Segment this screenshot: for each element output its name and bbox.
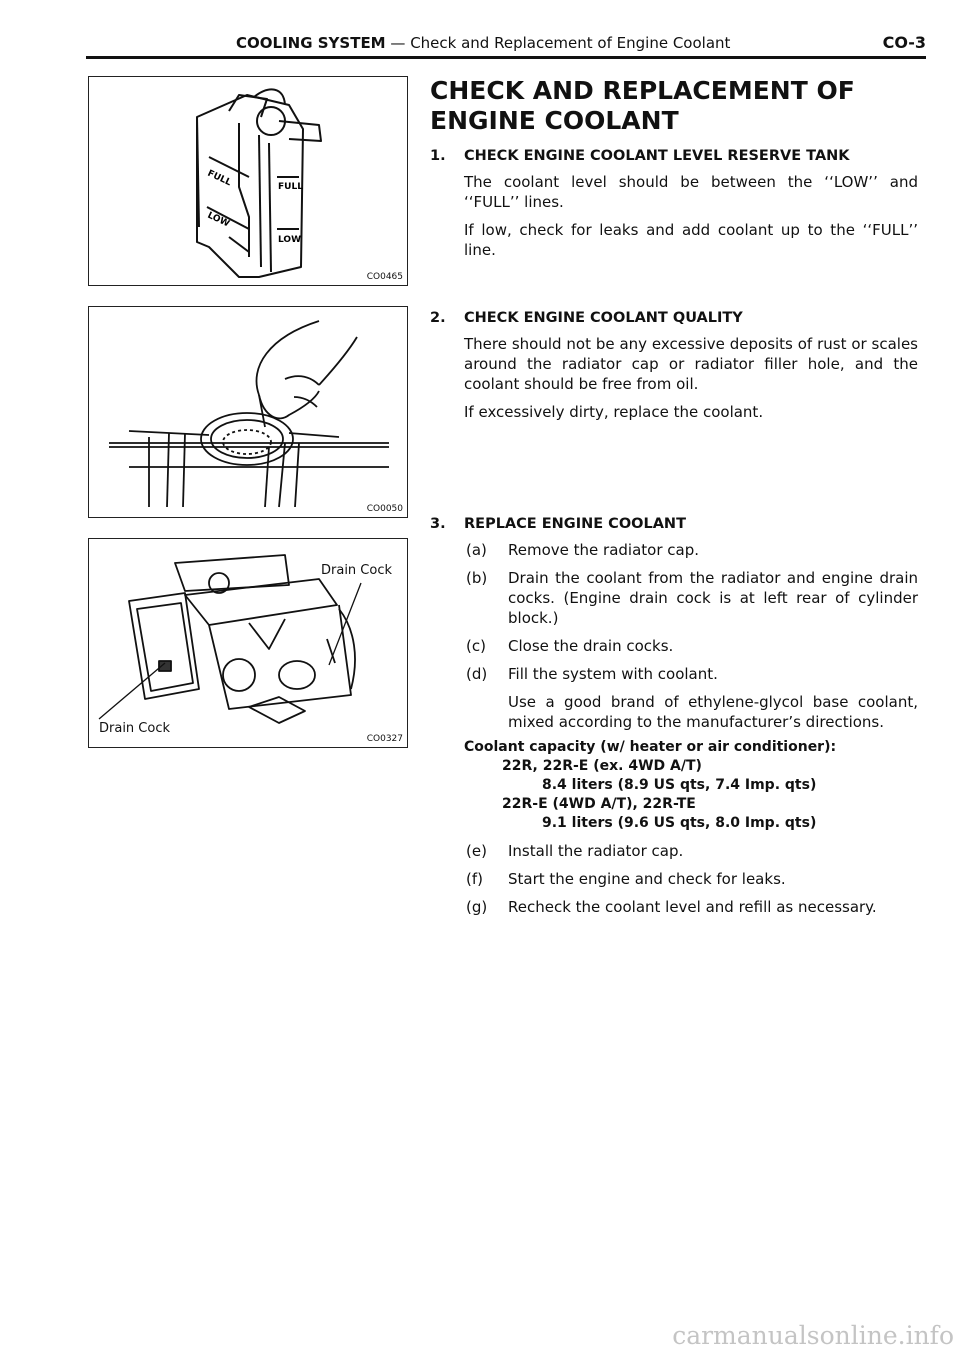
step-heading (430, 516, 918, 532)
step-1 (430, 148, 918, 260)
figure-label: FULL (278, 182, 303, 192)
header-separator: — (390, 34, 406, 52)
figure-code: CO0465 (366, 272, 403, 282)
main-content (430, 76, 918, 917)
step-number: 1. (430, 148, 446, 164)
substep (466, 664, 918, 684)
figure-code: CO0050 (366, 504, 403, 514)
page-number: CO-3 (882, 33, 926, 52)
substep-text: Fill the system with coolant. (508, 665, 718, 683)
substep-letter: (e) (466, 842, 487, 860)
substep-letter: (c) (466, 637, 486, 655)
substep-text: Close the drain cocks. (508, 637, 674, 655)
substep-letter: (g) (466, 898, 488, 916)
drain-cock-label-right: Drain Cock (321, 563, 393, 578)
figure-label: LOW (205, 210, 231, 230)
step-number: 2. (430, 310, 446, 326)
title-line: CHECK AND REPLACEMENT OF (430, 76, 855, 105)
capacity-value: 8.4 liters (8.9 US qts, 7.4 Imp. qts) (542, 777, 817, 793)
substep-letter: (b) (466, 569, 488, 587)
figure-code: CO0327 (366, 734, 403, 744)
step-number: 3. (430, 516, 446, 532)
step-3 (430, 516, 918, 917)
substep-letter: (a) (466, 541, 487, 559)
substep (466, 897, 918, 917)
substep (466, 540, 918, 560)
coolant-note: Use a good brand of ethylene-glycol base coolant, mixed according to the manufacturer’s directions. (508, 693, 918, 731)
page-header (86, 26, 926, 59)
substep-text: Recheck the coolant level and refill as necessary. (508, 898, 877, 916)
step-heading (430, 148, 918, 164)
substep (466, 568, 918, 628)
substep (466, 636, 918, 656)
step-title: CHECK ENGINE COOLANT QUALITY (464, 310, 743, 326)
substep-text: Drain the coolant from the radiator and engine drain cocks. (Engine drain cock is at left rear of cylinder block.) (508, 569, 918, 627)
page-title (430, 76, 918, 136)
figure-reserve-tank (88, 76, 408, 286)
capacity-label: Coolant capacity (w/ heater or air conditioner): (464, 739, 837, 755)
figure-label: LOW (278, 235, 301, 245)
radiator-filler-hole-icon (89, 307, 407, 517)
coolant-capacity (464, 738, 918, 833)
step-2 (430, 310, 918, 422)
step-paragraph: If low, check for leaks and add coolant up to the ‘‘FULL’’ line. (464, 221, 918, 259)
figure-radiator-cap (88, 306, 408, 518)
substep (466, 841, 918, 861)
substep (466, 869, 918, 889)
capacity-value: 9.1 liters (9.6 US qts, 8.0 Imp. qts) (542, 815, 817, 831)
title-line: ENGINE COOLANT (430, 106, 679, 135)
header-section: COOLING SYSTEM (236, 34, 386, 52)
figure-drain-cocks (88, 538, 408, 748)
step-paragraph: If excessively dirty, replace the coolant. (464, 403, 764, 421)
substep-text: Start the engine and check for leaks. (508, 870, 786, 888)
step-heading (430, 310, 918, 326)
reserve-tank-icon (89, 77, 407, 285)
header-title (86, 34, 730, 56)
substep-letter: (d) (466, 665, 488, 683)
substep-letter: (f) (466, 870, 483, 888)
figure-label: FULL (205, 168, 233, 189)
step-title: REPLACE ENGINE COOLANT (464, 516, 686, 532)
capacity-model: 22R, 22R-E (ex. 4WD A/T) (502, 758, 702, 774)
step-paragraph: There should not be any excessive deposits of rust or scales around the radiator cap or radiator filler hole, and the coolant should be free from oil. (464, 335, 918, 393)
substep-text: Remove the radiator cap. (508, 541, 699, 559)
watermark: carmanualsonline.info (672, 1321, 954, 1350)
header-topic: Check and Replacement of Engine Coolant (410, 34, 731, 52)
capacity-model: 22R-E (4WD A/T), 22R-TE (502, 796, 696, 812)
drain-cock-label-left: Drain Cock (99, 721, 171, 736)
substep-text: Install the radiator cap. (508, 842, 684, 860)
step-title: CHECK ENGINE COOLANT LEVEL RESERVE TANK (464, 148, 850, 164)
step-paragraph: The coolant level should be between the ‘‘LOW’’ and ‘‘FULL’’ lines. (464, 173, 918, 211)
